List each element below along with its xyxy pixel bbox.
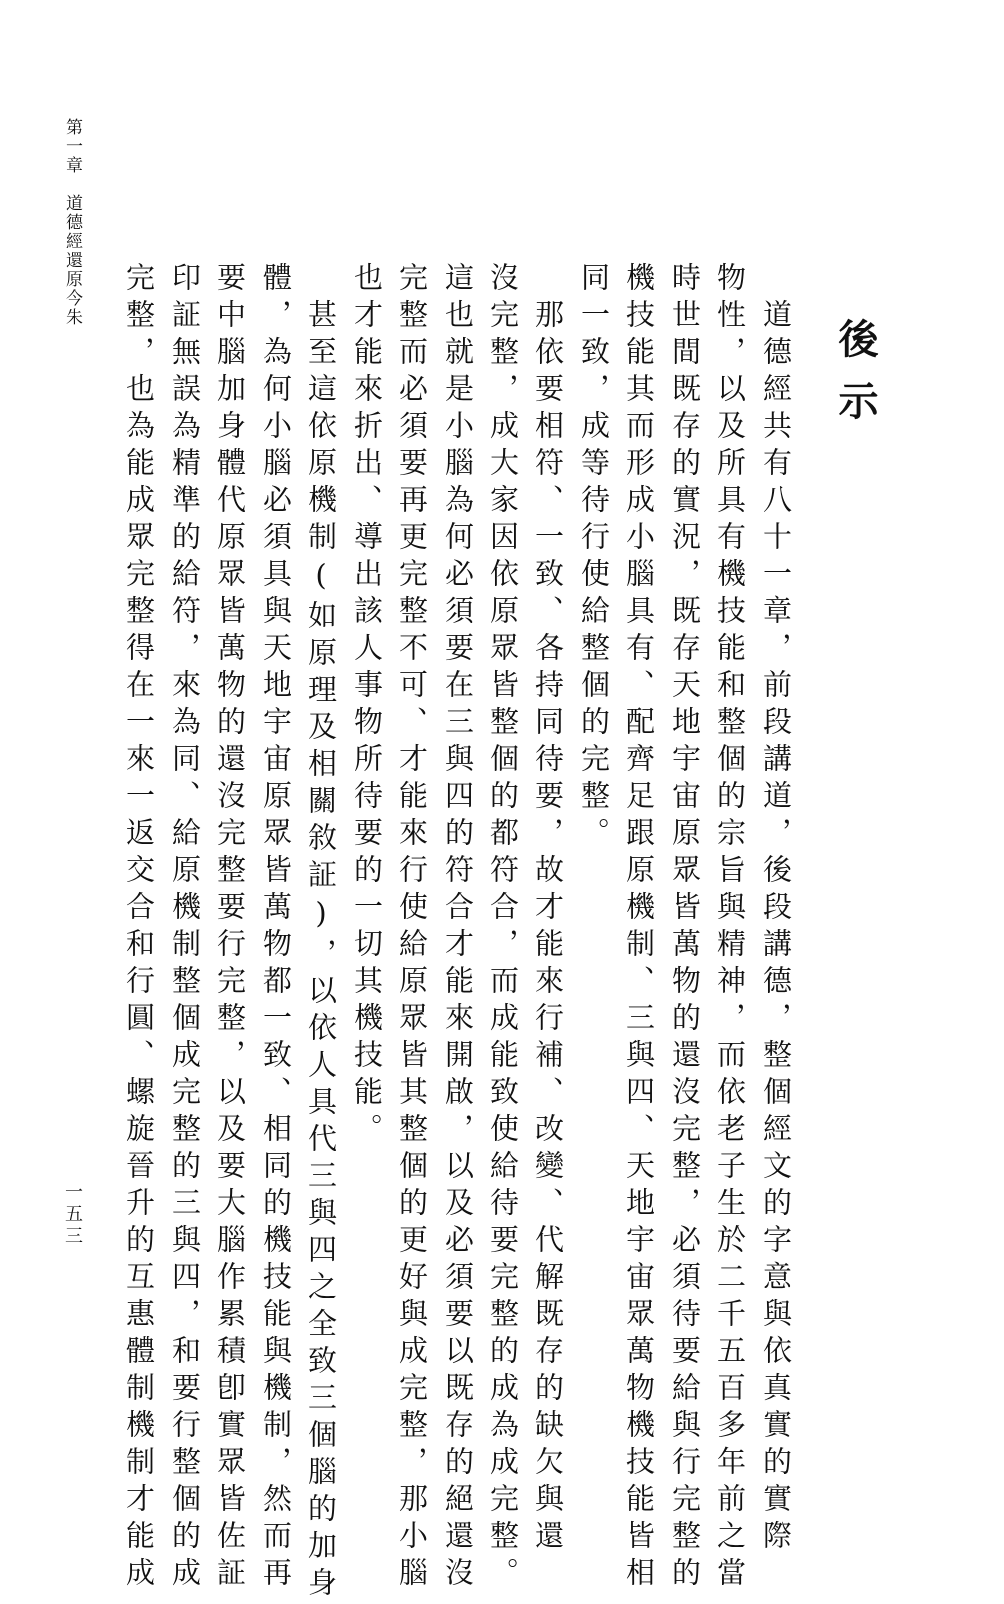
text-column: 沒完整，成大家因依原眾皆整個的都符合，而成能致使給待要完整的成為成完整。 — [486, 262, 520, 1594]
text-column: 同一致，成等待行使給整個的完整。 — [577, 262, 611, 854]
text-column: 要中腦加身體代原眾皆萬物的還沒完整要行完整，以及要大腦作累積卽實眾皆佐証 — [213, 262, 247, 1594]
chapter-title: 後示 — [832, 318, 879, 442]
text-column: 機技能其而形成小腦具有、配齊足跟原機制、三與四、天地宇宙眾萬物機技能皆相 — [622, 262, 656, 1594]
text-column: 完整，也為能成眾完整得在一來一返交合和行圓、螺旋晉升的互惠體制機制才能成 — [122, 262, 156, 1594]
text-column: 時世間既存的實況，既存天地宇宙原眾皆萬物的還沒完整，必須待要給與行完整的 — [668, 262, 702, 1594]
text-column: 那依要相符、一致、各持同待要，故才能來行補、改變、代解既存的缺欠與還 — [531, 262, 565, 1557]
text-column: 這也就是小腦為何必須要在三與四的符合才能來開啟，以及必須要以既存的絕還沒 — [441, 262, 475, 1594]
text-column: 也才能來折出、導出該人事物所待要的一切其機技能。 — [350, 262, 384, 1150]
text-column: 印証無誤為精準的給符，來為同、給原機制整個成完整的三與四，和要行整個的成 — [168, 262, 202, 1594]
running-head: 第一章 道德經還原今朱 — [62, 118, 82, 327]
text-column: 體，為何小腦必須具與天地宇宙原眾皆萬物都一致、相同的機技能與機制，然而再 — [259, 262, 293, 1594]
text-column: 物性，以及所具有機技能和整個的宗旨與精神，而依老子生於二千五百多年前之當 — [713, 262, 747, 1594]
page-number: 一五三 — [62, 1182, 83, 1248]
text-column: 甚至這依原機制(如原理及相關敘証)，以依人具代三與四之全致三個腦的加身 — [304, 262, 338, 1604]
text-column: 完整而必須要再更完整不可、才能來行使給原眾皆其整個的更好與成完整，那小腦 — [395, 262, 429, 1594]
text-column: 道德經共有八十一章，前段講道，後段講德，整個經文的字意與依真實的實際 — [759, 262, 793, 1557]
